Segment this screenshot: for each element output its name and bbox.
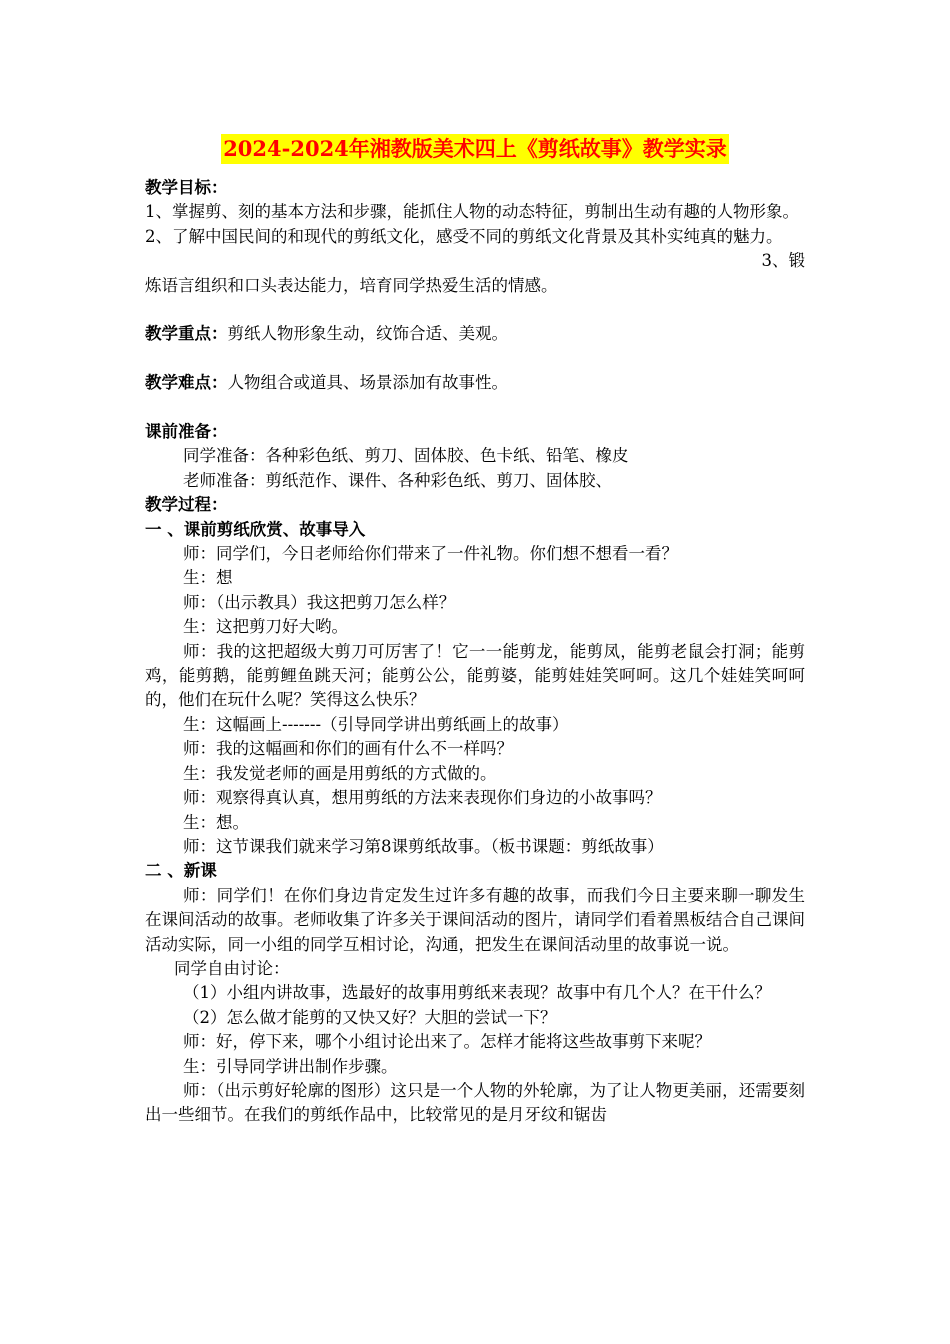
document-body: [145, 176, 805, 1128]
prep-heading: 课前准备：: [145, 422, 228, 442]
dialogue-line: 师：这节课我们就来学习第8课剪纸故事。（板书课题：剪纸故事）: [183, 836, 664, 856]
document-title: 2024-2024年湘教版美术四上《剪纸故事》教学实录: [221, 134, 729, 164]
goal-item-3-start: 3、锻: [761, 251, 805, 271]
section-2-intro: 师：同学们！在你们身边肯定发生过许多有趣的故事，而我们今日主要来聊一聊发生在课间活动的故事。老师收集了许多关于课间活动的图片，请同学们看着黑板结合自己课间活动实际，同一小组的同学互相讨论，沟通，把发生在课间活动里的故事说一说。: [145, 885, 805, 954]
goals-heading: 教学目标：: [145, 178, 228, 197]
dialogue-line: 生：这幅画上-------（引导同学讲出剪纸画上的故事）: [183, 714, 569, 734]
dialogue-line: 师：好，停下来，哪个小组讨论出来了。怎样才能将这些故事剪下来呢？: [183, 1032, 711, 1052]
difficulty-text: 人物组合或道具、场景添加有故事性。: [227, 373, 508, 393]
dialogue-line: 师：我的这幅画和你们的画有什么不一样吗？: [183, 739, 513, 759]
dialogue-line: 生：想: [183, 568, 233, 588]
dialogue-line: 生：引导同学讲出制作步骤。: [183, 1056, 398, 1076]
title-container: [0, 134, 950, 164]
dialogue-line: 生：这把剪刀好大哟。: [183, 617, 348, 637]
prep-teacher: 老师准备：剪纸范作、课件、各种彩色纸、剪刀、固体胶、: [183, 470, 612, 490]
prep-students: 同学准备：各种彩色纸、剪刀、固体胶、色卡纸、铅笔、橡皮: [183, 446, 629, 466]
key-point: [145, 322, 805, 346]
section-1-heading: 一 、课前剪纸欣赏、故事导入: [145, 519, 366, 539]
dialogue-line: 师：（出示剪好轮廓的图形）这只是一个人物的外轮廓，为了让人物更美丽，还需要刻出一些细节。在我们的剪纸作品中，比较常见的是月牙纹和锯齿: [145, 1080, 805, 1125]
goal-item-1: 1、掌握剪、刻的基本方法和步骤，能抓住人物的动态特征，剪制出生动有趣的人物形象。: [145, 202, 799, 222]
dialogue-line: 生：想。: [183, 812, 249, 832]
dialogue-line: （1）小组内讲故事，选最好的故事用剪纸来表现？故事中有几个人？在干什么？: [183, 983, 771, 1003]
goal-item-3-rest: 炼语言组织和口头表达能力，培育同学热爱生活的情感。: [145, 275, 558, 295]
dialogue-line: 师：观察得真认真，想用剪纸的方法来表现你们身边的小故事吗？: [183, 788, 662, 808]
goal-item-2: 2、了解中国民间的和现代的剪纸文化，感受不同的剪纸文化背景及其朴实纯真的魅力。: [145, 226, 783, 246]
process-heading: 教学过程：: [145, 495, 228, 515]
dialogue-line: 师：（出示教具）我这把剪刀怎么样？: [183, 592, 456, 612]
section-2-heading: 二 、新课: [145, 861, 217, 881]
dialogue-line: 师：同学们，今日老师给你们带来了一件礼物。你们想不想看一看？: [183, 544, 678, 564]
dialogue-line: 师：我的这把超级大剪刀可厉害了！它一一能剪龙，能剪凤，能剪老鼠会打洞；能剪鸡，能剪鹅，能剪鲤鱼跳天河；能剪公公，能剪婆，能剪娃娃笑呵呵。这几个娃娃笑呵呵的，他们在玩什么呢？笑得这么快乐？: [145, 641, 805, 710]
key-point-label: 教学重点：: [145, 324, 228, 344]
difficulty-point: [145, 371, 805, 395]
dialogue-line: （2）怎么做才能剪的又快又好？大胆的尝试一下？: [183, 1007, 557, 1027]
difficulty-label: 教学难点：: [145, 373, 228, 393]
dialogue-line: 生：我发觉老师的画是用剪纸的方式做的。: [183, 763, 497, 783]
discussion-label: 同学自由讨论：: [174, 958, 290, 978]
key-point-text: 剪纸人物形象生动，纹饰合适、美观。: [227, 324, 508, 344]
